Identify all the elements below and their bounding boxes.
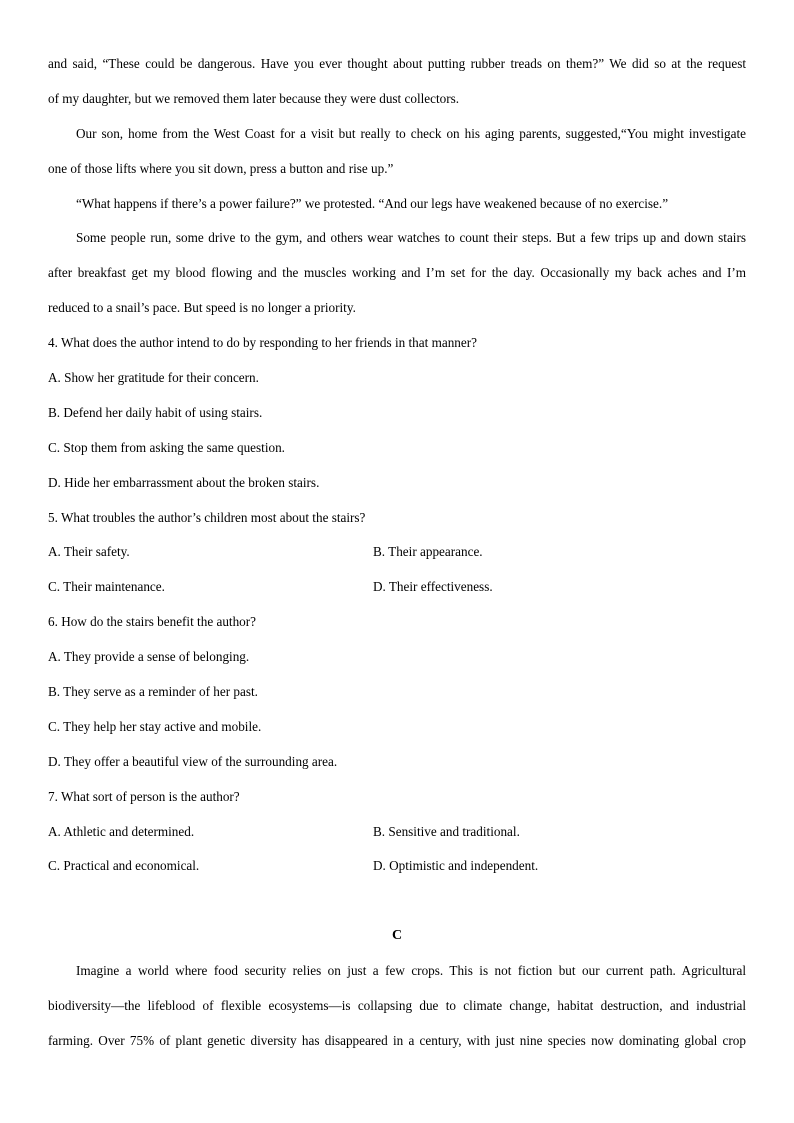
question-4-option-d: D. Hide her embarrassment about the broken stairs. [48, 474, 320, 490]
paragraph-line: biodiversity—the lifeblood of flexible ecosystems—is collapsing due to climate change, habitat destruction, and industrial [48, 998, 746, 1014]
question-5-options-row-2 [48, 575, 746, 610]
question-7-option-a: A. Athletic and determined. [48, 823, 195, 839]
question-7-stem: 7. What sort of person is the author? [48, 788, 240, 804]
question-7-option-d: D. Optimistic and independent. [373, 858, 539, 874]
question-6-stem: 6. How do the stairs benefit the author? [48, 614, 257, 630]
question-7-options-row-1 [48, 820, 746, 855]
question-7-option-b: B. Sensitive and traditional. [373, 823, 520, 839]
question-6-option-d: D. They offer a beautiful view of the surrounding area. [48, 753, 338, 769]
question-7-option-c: C. Practical and economical. [48, 858, 200, 874]
paragraph-line: Our son, home from the West Coast for a visit but really to check on his aging parents, suggested,“You might investigate [76, 125, 746, 141]
question-5-option-b: B. Their appearance. [373, 544, 483, 560]
question-4-option-b: B. Defend her daily habit of using stairs. [48, 404, 263, 420]
paragraph-line: one of those lifts where you sit down, press a button and rise up.” [48, 160, 394, 176]
paragraph-line: of my daughter, but we removed them later because they were dust collectors. [48, 90, 460, 106]
question-5-stem: 5. What troubles the author’s children most about the stairs? [48, 509, 366, 525]
question-4-stem: 4. What does the author intend to do by responding to her friends in that manner? [48, 335, 477, 351]
question-5-option-a: A. Their safety. [48, 544, 130, 560]
paragraph-line: Imagine a world where food security relies on just a few crops. This is not fiction but our current path. Agricultural [76, 963, 746, 979]
paragraph-line: and said, “These could be dangerous. Have you ever thought about putting rubber treads on them?” We did so at the request [48, 56, 746, 71]
paragraph-line: “What happens if there’s a power failure?” we protested. “And our legs have weakened because of no exercise.” [76, 195, 669, 211]
paragraph-line: after breakfast get my blood flowing and the muscles working and I’m set for the day. Occasionally my back aches and I’m [48, 265, 746, 281]
question-5-options-row-1 [48, 540, 746, 575]
paragraph-line: farming. Over 75% of plant genetic diversity has disappeared in a century, with just nine species now dominating global crop [48, 1032, 746, 1048]
question-6-option-a: A. They provide a sense of belonging. [48, 649, 250, 665]
section-spacer [48, 889, 746, 924]
question-6-option-c: C. They help her stay active and mobile. [48, 718, 262, 734]
question-4-option-c: C. Stop them from asking the same question. [48, 439, 285, 455]
paragraph-line: Some people run, some drive to the gym, and others wear watches to count their steps. But a few trips up and down stairs [76, 230, 746, 246]
paragraph-line: reduced to a snail’s pace. But speed is no longer a priority. [48, 300, 356, 316]
question-5-option-d: D. Their effectiveness. [373, 579, 493, 595]
section-c-title: C [391, 928, 403, 944]
question-7-options-row-2 [48, 854, 746, 889]
question-4-option-a: A. Show her gratitude for their concern. [48, 370, 259, 386]
document-page [48, 52, 746, 1064]
question-5-option-c: C. Their maintenance. [48, 579, 165, 595]
question-6-option-b: B. They serve as a reminder of her past. [48, 684, 258, 700]
